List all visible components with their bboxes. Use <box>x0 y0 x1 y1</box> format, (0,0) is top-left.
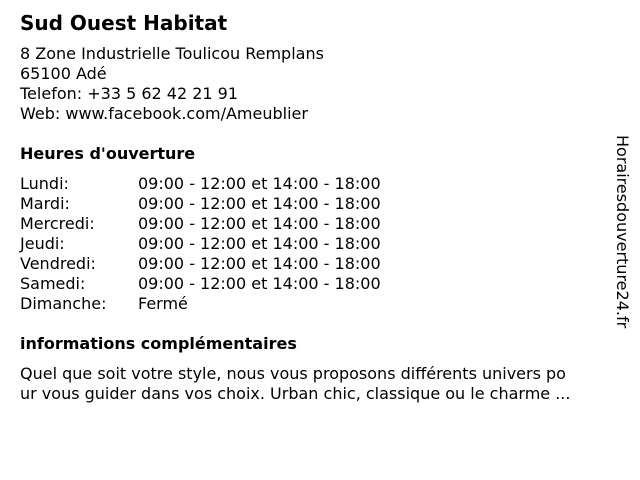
hours-day: Mercredi: <box>20 214 95 233</box>
hours-time: 09:00 - 12:00 et 14:00 - 18:00 <box>138 254 381 273</box>
business-name: Sud Ouest Habitat <box>20 11 228 35</box>
address-street: 8 Zone Industrielle Toulicou Remplans <box>20 44 324 63</box>
opening-hours-heading: Heures d'ouverture <box>20 144 196 163</box>
info-line: ur vous guider dans vos choix. Urban chic, classique ou le charme ... <box>20 384 571 403</box>
watermark-text: Horairesdouverture24.fr <box>613 135 632 329</box>
hours-time: 09:00 - 12:00 et 14:00 - 18:00 <box>138 194 381 213</box>
additional-info-text <box>20 364 570 404</box>
hours-time: 09:00 - 12:00 et 14:00 - 18:00 <box>138 274 381 293</box>
hours-day: Vendredi: <box>20 254 96 273</box>
hours-time: 09:00 - 12:00 et 14:00 - 18:00 <box>138 174 381 193</box>
hours-day: Samedi: <box>20 274 86 293</box>
phone-number: Telefon: +33 5 62 42 21 91 <box>20 84 239 103</box>
site-watermark <box>612 135 632 345</box>
address-city: 65100 Adé <box>20 64 107 83</box>
hours-day: Dimanche: <box>20 294 107 313</box>
info-line: Quel que soit votre style, nous vous proposons différents univers po <box>20 364 566 383</box>
hours-time: 09:00 - 12:00 et 14:00 - 18:00 <box>138 214 381 233</box>
contact-block <box>20 44 324 124</box>
hours-time: Fermé <box>138 294 188 313</box>
website-link: Web: www.facebook.com/Ameublier <box>20 104 308 123</box>
hours-day: Mardi: <box>20 194 70 213</box>
hours-day: Lundi: <box>20 174 69 193</box>
hours-time: 09:00 - 12:00 et 14:00 - 18:00 <box>138 234 381 253</box>
additional-info-heading: informations complémentaires <box>20 334 297 353</box>
hours-day: Jeudi: <box>20 234 65 253</box>
